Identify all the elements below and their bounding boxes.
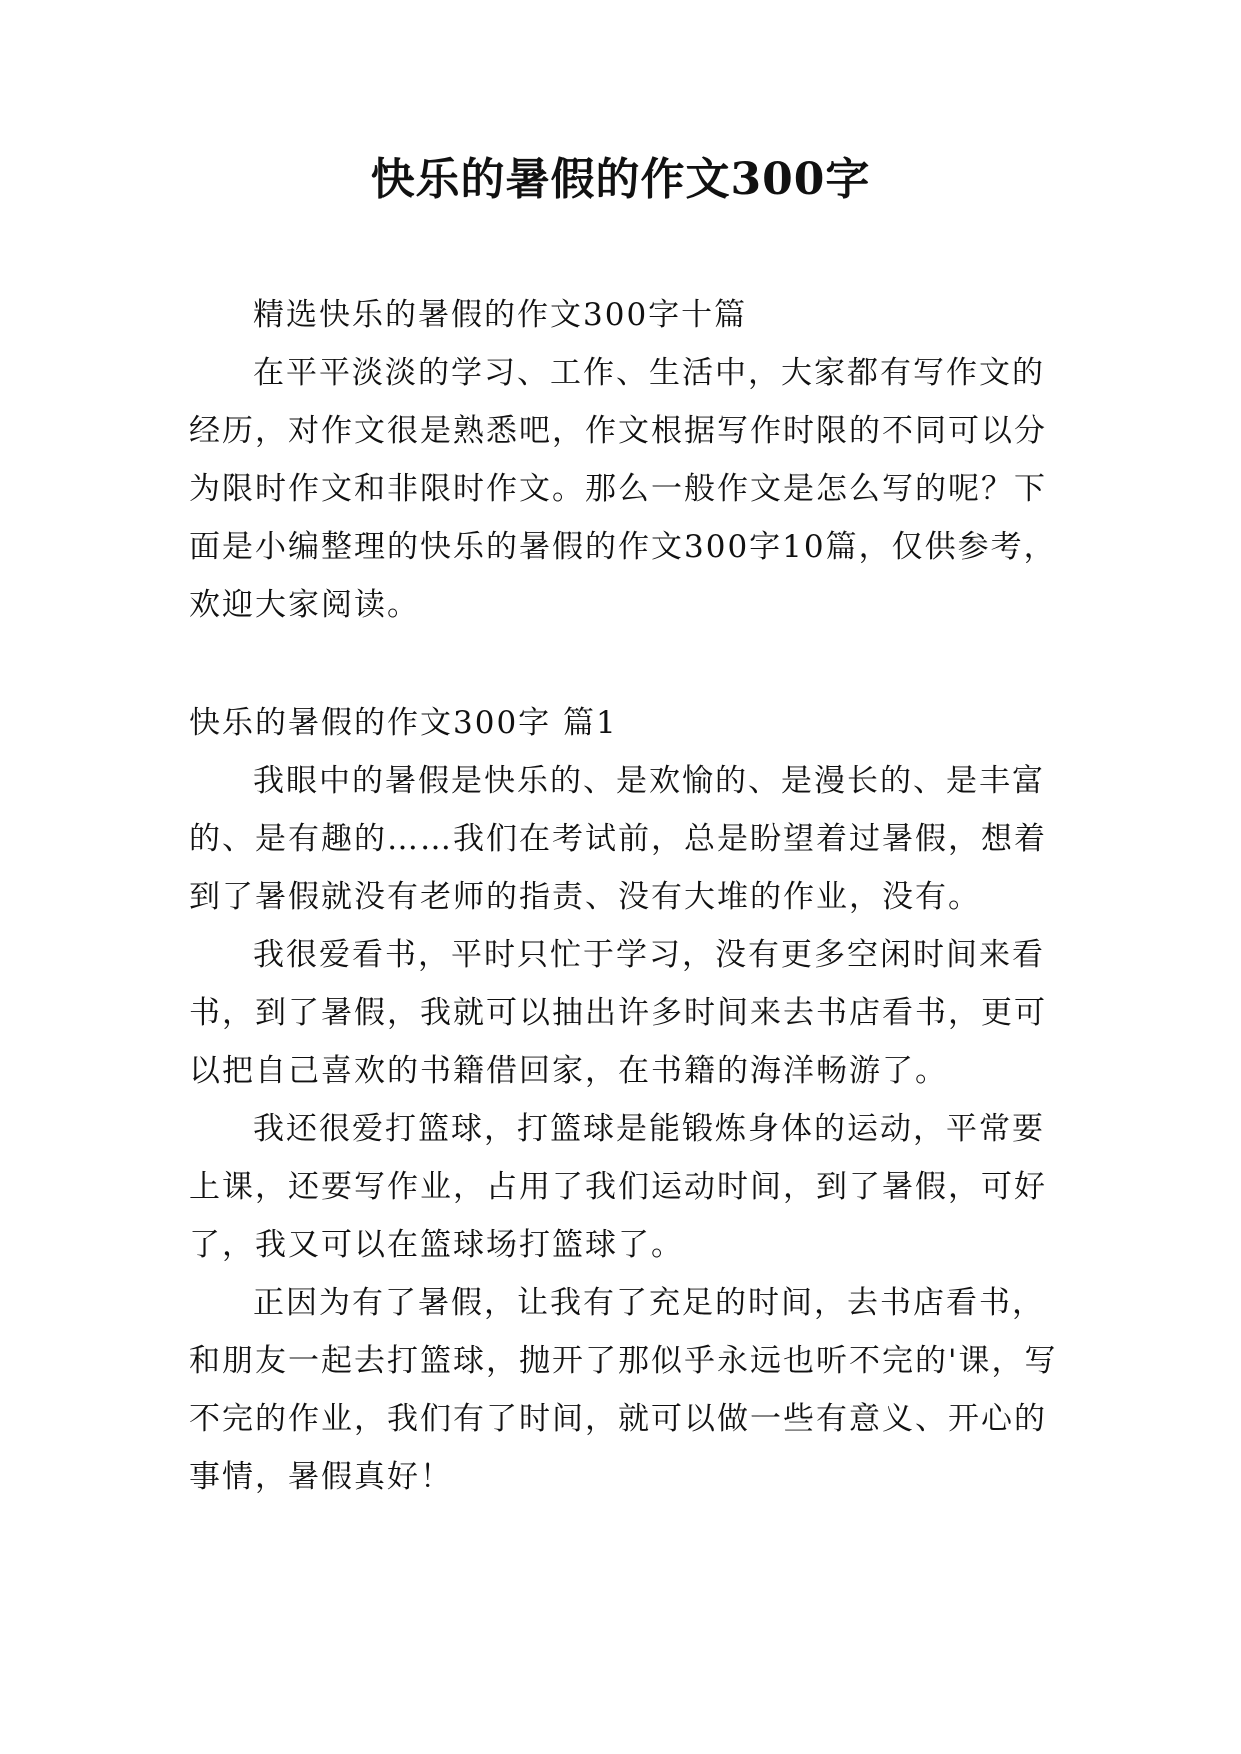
essay-paragraph: 我还很爱打篮球，打篮球是能锻炼身体的运动，平常要上课，还要写作业，占用了我们运动时间，到了暑假，可好了，我又可以在篮球场打篮球了。 <box>189 1111 1047 1263</box>
section-heading: 快乐的暑假的作文300字 篇1 <box>189 705 618 741</box>
essay-paragraph: 正因为有了暑假，让我有了充足的时间，去书店看书，和朋友一起去打篮球，抛开了那似乎永远也听不完的'课，写不完的作业，我们有了时间，就可以做一些有意义、开心的事情，暑假真好！ <box>189 1285 1058 1495</box>
intro-paragraph: 在平平淡淡的学习、工作、生活中，大家都有写作文的经历，对作文很是熟悉吧，作文根据写作时限的不同可以分为限时作文和非限时作文。那么一般作文是怎么写的呢？下面是小编整理的快乐的暑假的作文300字10篇，仅供参考，欢迎大家阅读。 <box>189 355 1057 623</box>
document-title: 快乐的暑假的作文300字 <box>370 154 871 205</box>
essay-paragraph: 我眼中的暑假是快乐的、是欢愉的、是漫长的、是丰富的、是有趣的……我们在考试前，总是盼望着过暑假，想着到了暑假就没有老师的指责、没有大堆的作业，没有。 <box>189 763 1047 915</box>
document-subtitle: 精选快乐的暑假的作文300字十篇 <box>253 297 748 333</box>
essay-paragraph: 我很爱看书，平时只忙于学习，没有更多空闲时间来看书，到了暑假，我就可以抽出许多时间来去书店看书，更可以把自己喜欢的书籍借回家，在书籍的海洋畅游了。 <box>189 937 1047 1089</box>
